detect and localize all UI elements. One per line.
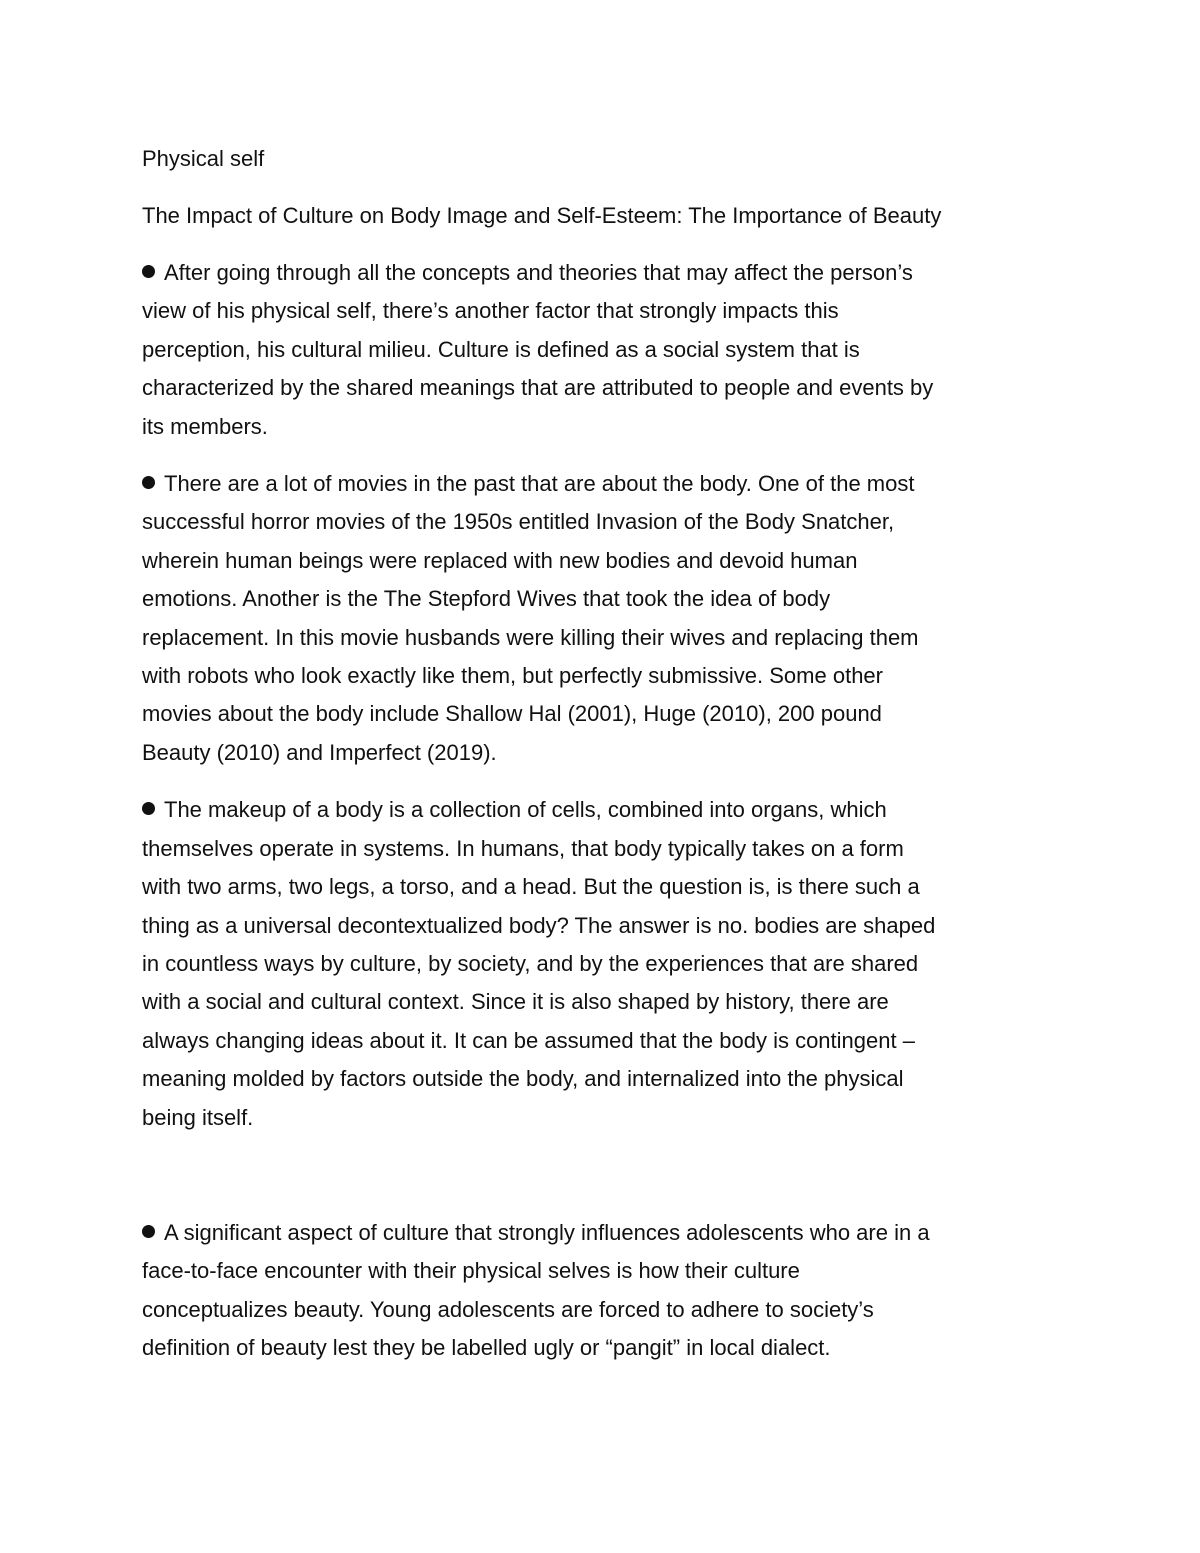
document-body: [142, 140, 1062, 1387]
document-subheading: The Impact of Culture on Body Image and Self-Esteem: The Importance of Beauty: [142, 203, 942, 228]
paragraph-line: There are a lot of movies in the past that are about the body. One of the most: [142, 465, 1062, 503]
paragraph-line: replacement. In this movie husbands were killing their wives and replacing them: [142, 624, 919, 650]
paragraph-line: face-to-face encounter with their physical selves is how their culture: [142, 1258, 800, 1284]
paragraph-line: wherein human beings were replaced with new bodies and devoid human: [142, 547, 858, 573]
paragraph-line: emotions. Another is the The Stepford Wives that took the idea of body: [142, 586, 831, 612]
bullet-paragraph-4: [142, 1214, 1062, 1368]
bullet-paragraph-3: [142, 791, 1062, 1137]
bullet-icon: [142, 465, 164, 503]
bullet-icon: [142, 1214, 164, 1252]
paragraph-line: with robots who look exactly like them, but perfectly submissive. Some other: [142, 663, 883, 689]
paragraph-line: view of his physical self, there’s another factor that strongly impacts this: [142, 298, 839, 324]
paragraph-line: definition of beauty lest they be labelled ugly or “pangit” in local dialect.: [142, 1335, 831, 1361]
paragraph-line: A significant aspect of culture that strongly influences adolescents who are in a: [142, 1214, 1062, 1252]
document-heading: Physical self: [142, 146, 265, 171]
paragraph-line: in countless ways by culture, by society, and by the experiences that are shared: [142, 950, 919, 976]
paragraph-line: After going through all the concepts and theories that may affect the person’s: [142, 254, 1062, 292]
paragraph-line: movies about the body include Shallow Hal (2001), Huge (2010), 200 pound: [142, 701, 882, 727]
paragraph-line: being itself.: [142, 1104, 254, 1130]
paragraph-line: always changing ideas about it. It can be assumed that the body is contingent –: [142, 1027, 915, 1053]
paragraph-line: perception, his cultural milieu. Culture is defined as a social system that is: [142, 336, 860, 362]
paragraph-line: conceptualizes beauty. Young adolescents are forced to adhere to society’s: [142, 1296, 874, 1322]
paragraph-line: successful horror movies of the 1950s entitled Invasion of the Body Snatcher,: [142, 509, 895, 535]
paragraph-line: with a social and cultural context. Since it is also shaped by history, there are: [142, 989, 889, 1015]
bullet-icon: [142, 791, 164, 829]
paragraph-line: its members.: [142, 413, 268, 439]
bullet-paragraph-1: [142, 254, 1062, 446]
paragraph-line: meaning molded by factors outside the body, and internalized into the physical: [142, 1066, 904, 1092]
bullet-paragraph-2: [142, 465, 1062, 772]
paragraph-line: Beauty (2010) and Imperfect (2019).: [142, 739, 497, 765]
paragraph-line: The makeup of a body is a collection of cells, combined into organs, which: [142, 791, 1062, 829]
paragraph-line: themselves operate in systems. In humans, that body typically takes on a form: [142, 835, 904, 861]
paragraph-line: with two arms, two legs, a torso, and a head. But the question is, is there such a: [142, 874, 920, 900]
paragraph-line: thing as a universal decontextualized body? The answer is no. bodies are shaped: [142, 912, 936, 938]
paragraph-line: characterized by the shared meanings that are attributed to people and events by: [142, 375, 934, 401]
bullet-icon: [142, 254, 164, 292]
blank-line-spacer: [142, 1156, 1062, 1214]
